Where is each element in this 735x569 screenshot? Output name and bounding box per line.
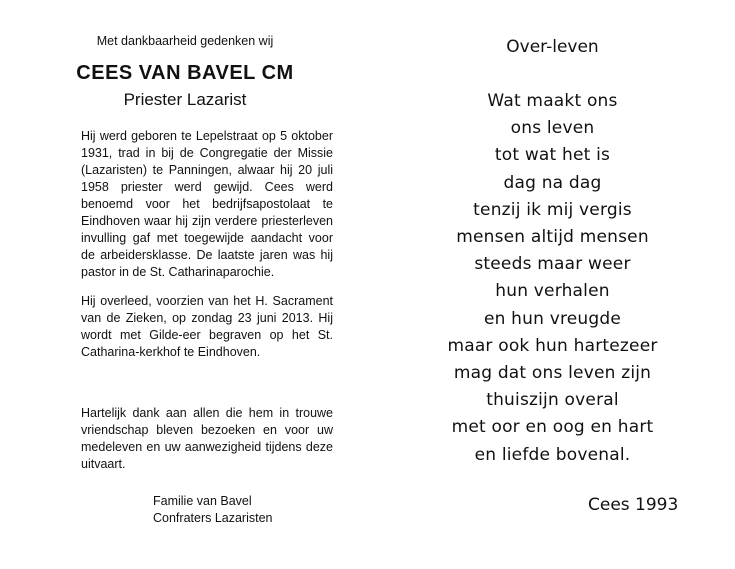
death-paragraph: Hij overleed, voorzien van het H. Sacrament van de Zieken, op zondag 23 juni 2013. Hij wordt met Gilde-eer begraven op het St. Catharina-kerkhof te Eindhoven. [81, 294, 333, 359]
deceased-name: CEES VAN BAVEL CM [76, 62, 294, 84]
poem-line: steeds maar weer [474, 254, 631, 275]
poem-line: en hun vreugde [483, 308, 622, 329]
poem-line: tot wat het is [494, 145, 611, 166]
poem [370, 88, 735, 469]
poem-line: en liefde bovenal. [474, 444, 631, 465]
deceased-role: Priester Lazarist [123, 90, 247, 109]
thanks-paragraph: Hartelijk dank aan allen die hem in trouwe vriendschap bleven bezoeken en voor uw medeleven en uw aanwezigheid tijdens deze uitvaart. [81, 406, 333, 471]
poem-line: ons leven [510, 118, 595, 139]
poem-line: Wat maakt ons [487, 91, 618, 111]
poem-line: met oor en oog en hart [451, 417, 654, 438]
poem-credit: Cees 1993 [588, 495, 679, 515]
intro-text: Met dankbaarheid gedenken wij [96, 34, 274, 48]
poem-line: mag dat ons leven zijn [453, 363, 652, 384]
signature-confreres: Confraters Lazaristen [153, 511, 273, 525]
poem-line: hun verhalen [495, 281, 610, 302]
poem-line: dag na dag [503, 172, 602, 193]
signature-block [153, 493, 273, 527]
poem-title: Over-leven [506, 37, 599, 57]
poem-line: tenzij ik mij vergis [473, 199, 632, 220]
biography-paragraph: Hij werd geboren te Lepelstraat op 5 oktober 1931, trad in bij de Congregatie der Missie (Lazaristen) te Panningen, alwaar hij 20 juli 1958 priester werd gewijd. Cees werd benoemd voor het bedrijfsapostolaat te Eindhoven waar hij zijn verdere priesterleven invulling gaf met toegewijde aandacht voor de arbeidersklasse. De laatste jaren was hij pastor in de St. Catharinaparochie. [81, 129, 333, 279]
poem-line: maar ook hun hartezeer [447, 335, 658, 356]
right-panel [370, 0, 735, 569]
poem-line: thuiszijn overal [486, 390, 619, 411]
signature-family: Familie van Bavel [153, 494, 252, 508]
poem-line: mensen altijd mensen [456, 227, 649, 248]
